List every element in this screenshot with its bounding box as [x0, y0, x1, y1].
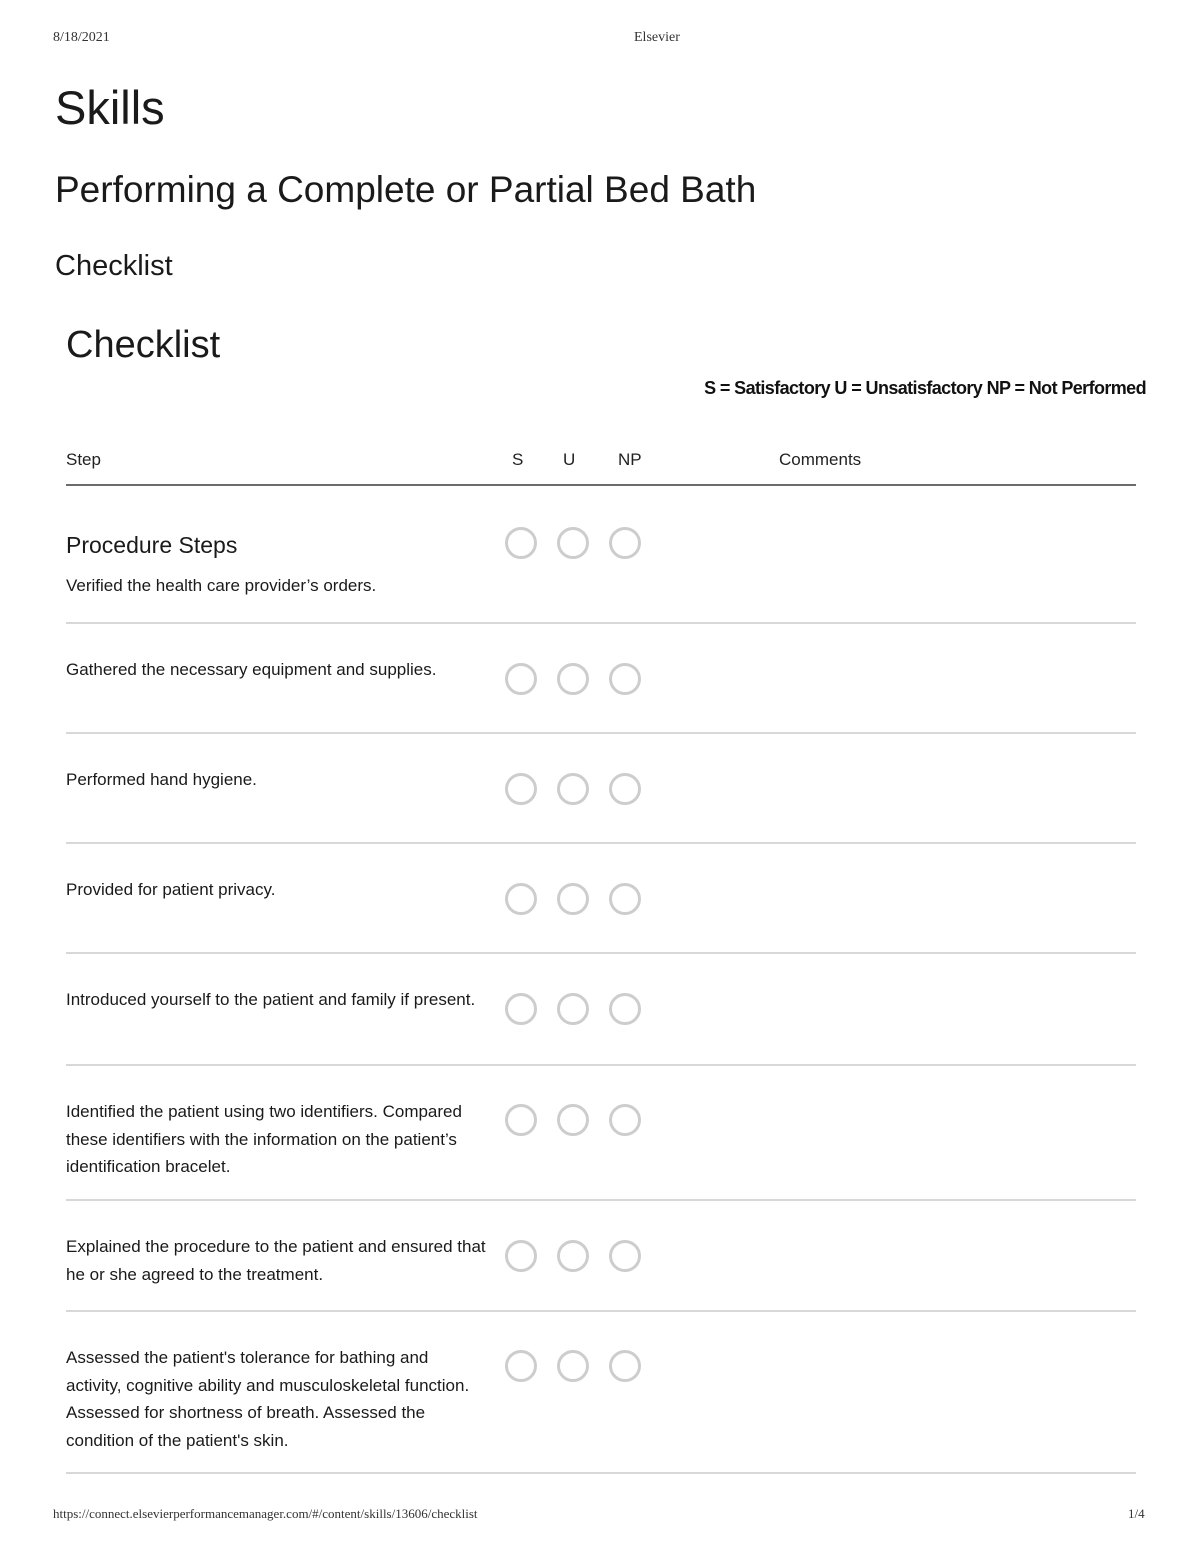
step-text: Performed hand hygiene. — [66, 770, 257, 789]
step-text: Verified the health care provider’s orders. — [66, 576, 377, 595]
radio-unsatisfactory[interactable] — [557, 1350, 589, 1382]
checklist-row — [66, 1312, 1136, 1474]
radio-unsatisfactory[interactable] — [557, 1240, 589, 1272]
print-footer-url: https://connect.elsevierperformancemanager.com/#/content/skills/13606/checklist — [53, 1506, 478, 1521]
radio-unsatisfactory[interactable] — [557, 773, 589, 805]
radio-unsatisfactory[interactable] — [557, 1104, 589, 1136]
radio-not-performed[interactable] — [609, 663, 641, 695]
step-text: Explained the procedure to the patient and ensured that he or she agreed to the treatment. — [66, 1237, 486, 1284]
step-text: Introduced yourself to the patient and family if present. — [66, 990, 476, 1009]
radio-satisfactory[interactable] — [505, 883, 537, 915]
column-header-step: Step — [66, 450, 101, 469]
radio-unsatisfactory[interactable] — [557, 993, 589, 1025]
radio-unsatisfactory[interactable] — [557, 527, 589, 559]
row-divider — [66, 1472, 1136, 1474]
checklist-row — [66, 486, 1136, 624]
radio-not-performed[interactable] — [609, 773, 641, 805]
step-text: Assessed the patient's tolerance for bathing and activity, cognitive ability and musculoskeletal function. Assessed for shortness of breath. Assessed the condition of the patient's skin. — [66, 1348, 470, 1450]
print-header-date: 8/18/2021 — [53, 30, 110, 45]
radio-not-performed[interactable] — [609, 1240, 641, 1272]
radio-satisfactory[interactable] — [505, 993, 537, 1025]
radio-not-performed[interactable] — [609, 883, 641, 915]
rating-legend: S = Satisfactory U = Unsatisfactory NP = Not Performed — [704, 378, 1146, 398]
checklist-row — [66, 624, 1136, 734]
radio-satisfactory[interactable] — [505, 773, 537, 805]
step-cell — [66, 530, 506, 600]
step-text: Provided for patient privacy. — [66, 880, 276, 899]
column-header-u: U — [563, 450, 576, 469]
step-text: Identified the patient using two identifiers. Compared these identifiers with the information on the patient’s identification bracelet. — [66, 1102, 462, 1176]
section-label: Procedure Steps — [66, 532, 238, 558]
column-header-comments: Comments — [779, 450, 862, 469]
checklist-heading: Checklist — [66, 324, 221, 366]
radio-unsatisfactory[interactable] — [557, 883, 589, 915]
radio-not-performed[interactable] — [609, 1104, 641, 1136]
checklist-row — [66, 1066, 1136, 1201]
radio-not-performed[interactable] — [609, 527, 641, 559]
radio-satisfactory[interactable] — [505, 1240, 537, 1272]
step-text: Gathered the necessary equipment and supplies. — [66, 660, 437, 679]
column-header-np: NP — [618, 450, 642, 469]
page-title: Skills — [55, 81, 165, 134]
radio-satisfactory[interactable] — [505, 1104, 537, 1136]
radio-satisfactory[interactable] — [505, 1350, 537, 1382]
procedure-title: Performing a Complete or Partial Bed Bath — [55, 169, 757, 210]
checklist-subtitle: Checklist — [55, 250, 173, 282]
print-header-site: Elsevier — [634, 30, 680, 45]
radio-satisfactory[interactable] — [505, 527, 537, 559]
checklist-row — [66, 954, 1136, 1066]
radio-satisfactory[interactable] — [505, 663, 537, 695]
checklist-row — [66, 844, 1136, 954]
radio-not-performed[interactable] — [609, 993, 641, 1025]
radio-not-performed[interactable] — [609, 1350, 641, 1382]
checklist-row — [66, 1201, 1136, 1312]
checklist-row — [66, 734, 1136, 844]
print-footer-page-number: 1/4 — [1128, 1506, 1145, 1521]
radio-unsatisfactory[interactable] — [557, 663, 589, 695]
column-header-s: S — [512, 450, 524, 469]
